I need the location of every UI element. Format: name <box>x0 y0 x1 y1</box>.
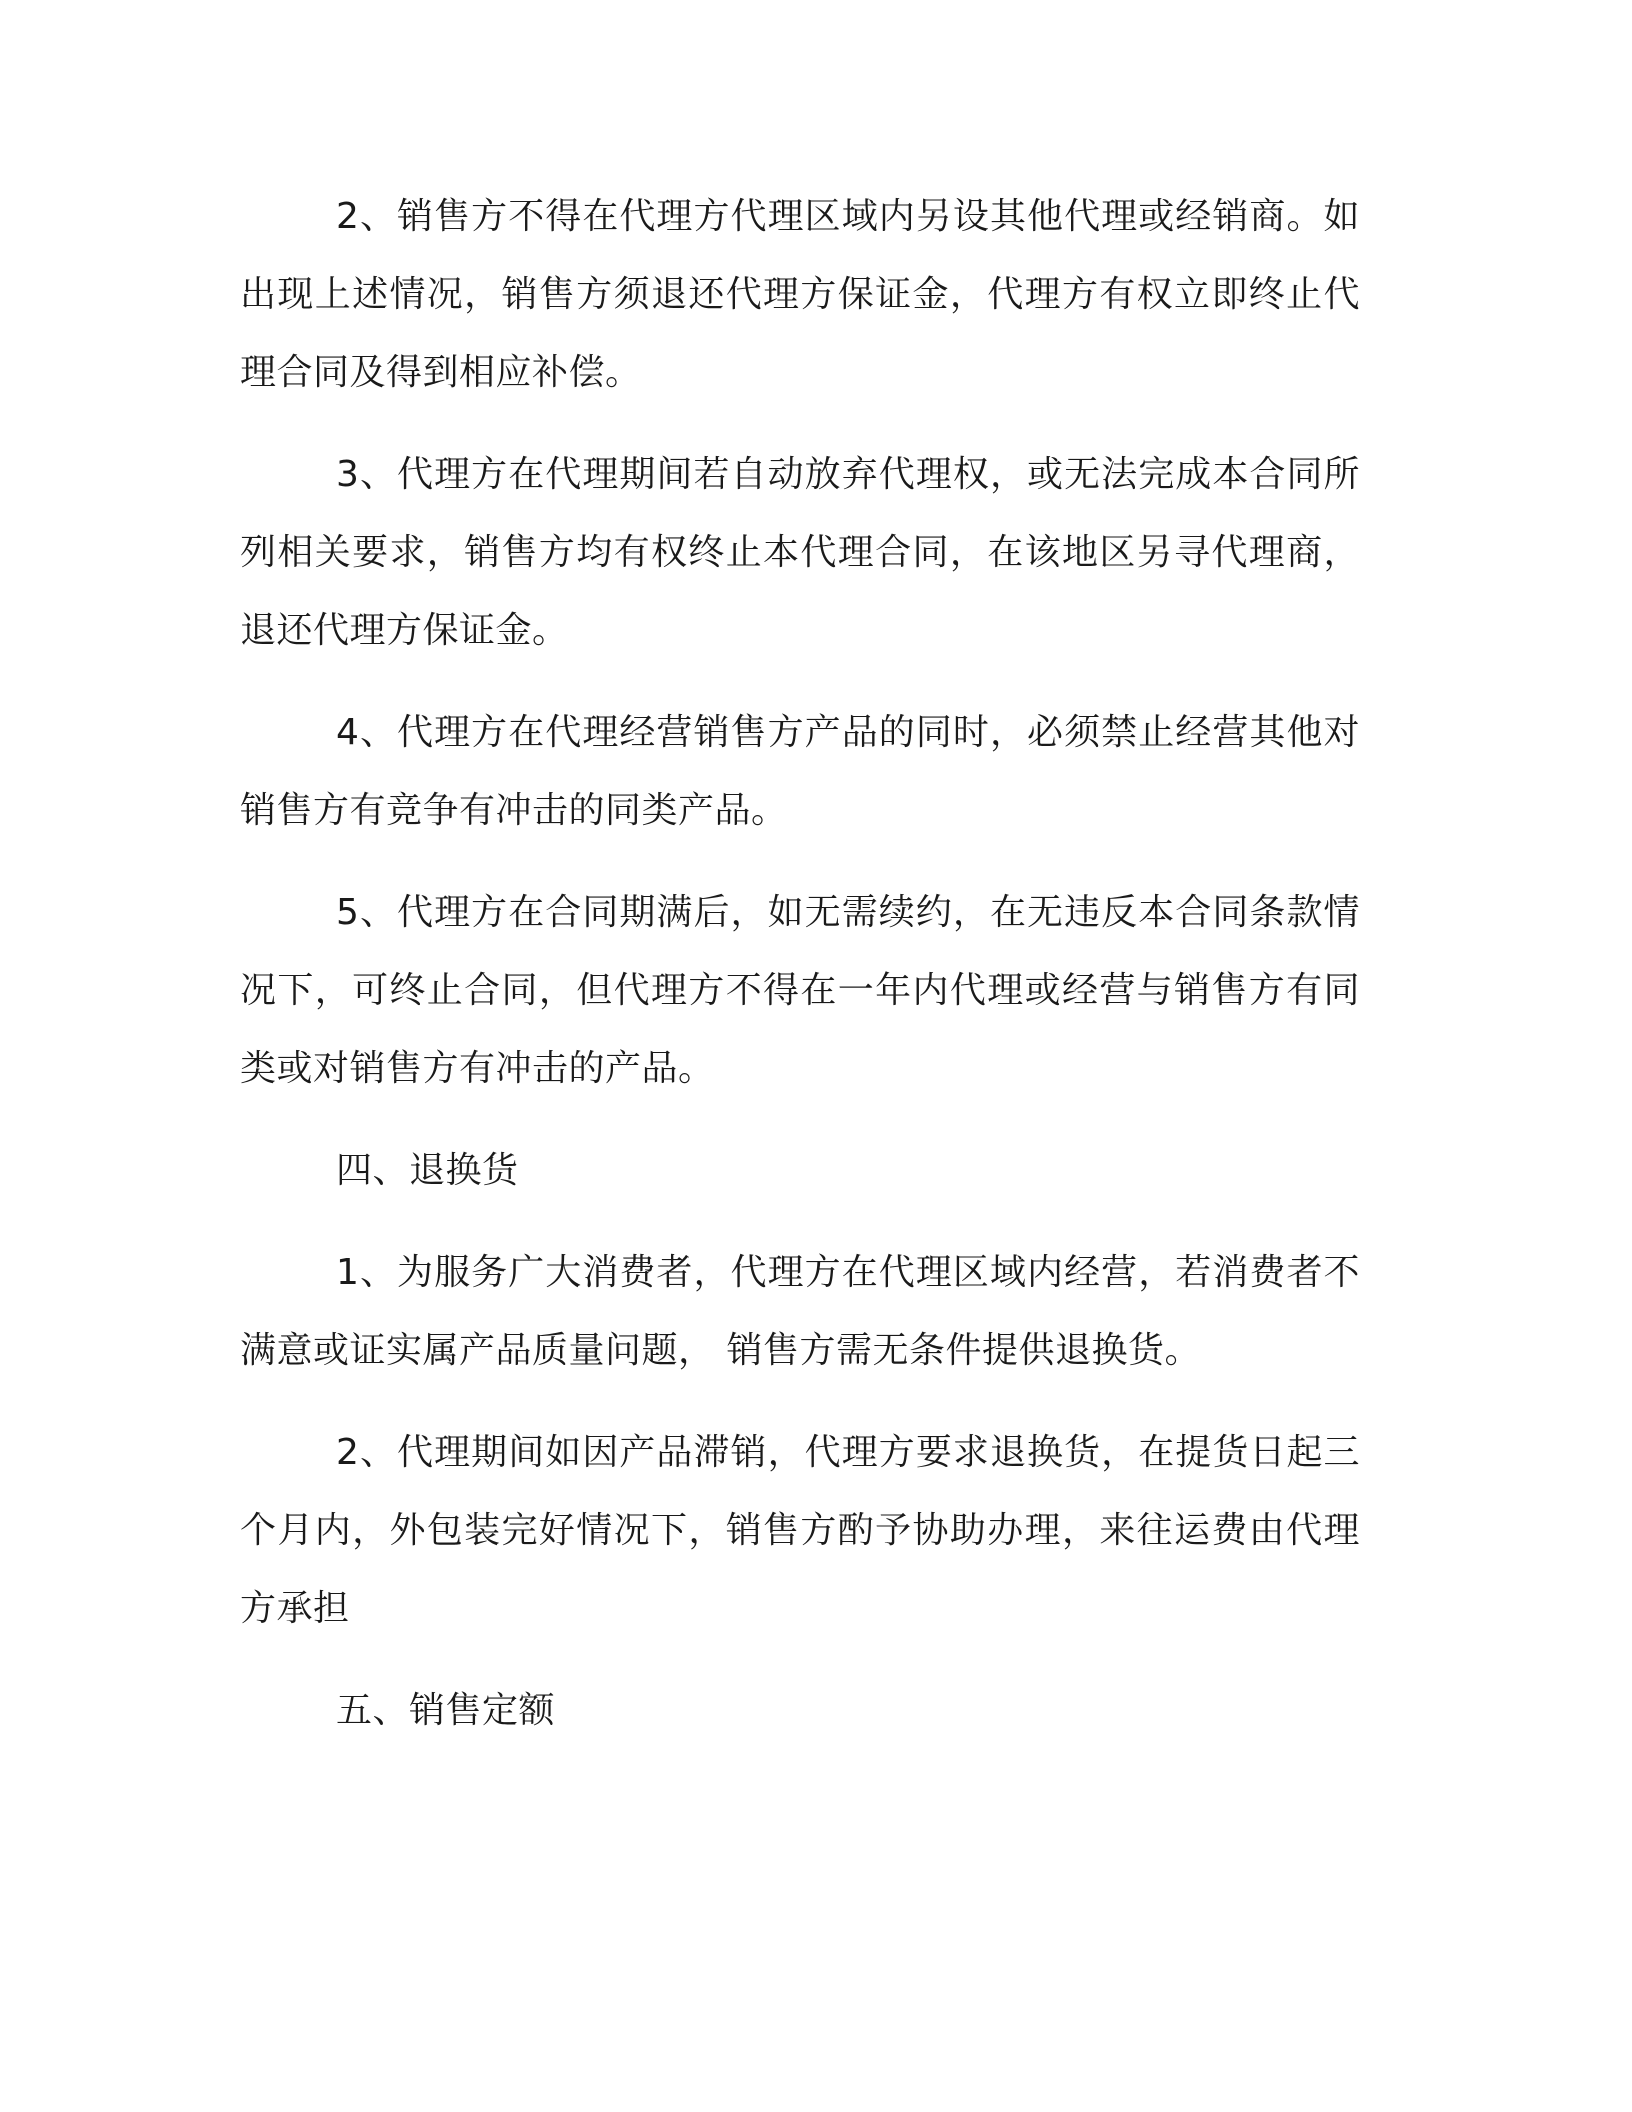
paragraph-clause-5: 5、代理方在合同期满后，如无需续约，在无违反本合同条款情况下，可终止合同，但代理方不得在一年内代理或经营与销售方有同类或对销售方有冲击的产品。 <box>240 892 1360 1089</box>
document-body <box>240 178 1360 1774</box>
paragraph-clause-2: 2、销售方不得在代理方代理区域内另设其他代理或经销商。如出现上述情况，销售方须退还代理方保证金，代理方有权立即终止代理合同及得到相应补偿。 <box>240 196 1360 393</box>
paragraph-returns-1: 1、为服务广大消费者，代理方在代理区域内经营，若消费者不满意或证实属产品质量问题， 销售方需无条件提供退换货。 <box>240 1252 1360 1371</box>
section-heading-sales-quota: 五、销售定额 <box>336 1690 556 1731</box>
paragraph-clause-4: 4、代理方在代理经营销售方产品的同时，必须禁止经营其他对销售方有竞争有冲击的同类产品。 <box>240 712 1360 831</box>
paragraph-clause-3: 3、代理方在代理期间若自动放弃代理权，或无法完成本合同所列相关要求，销售方均有权终止本代理合同，在该地区另寻代理商，退还代理方保证金。 <box>240 454 1360 651</box>
section-heading-returns: 四、退换货 <box>336 1150 519 1191</box>
paragraph-returns-2: 2、代理期间如因产品滞销，代理方要求退换货，在提货日起三个月内，外包装完好情况下，销售方酌予协助办理，来往运费由代理方承担 <box>240 1432 1360 1629</box>
